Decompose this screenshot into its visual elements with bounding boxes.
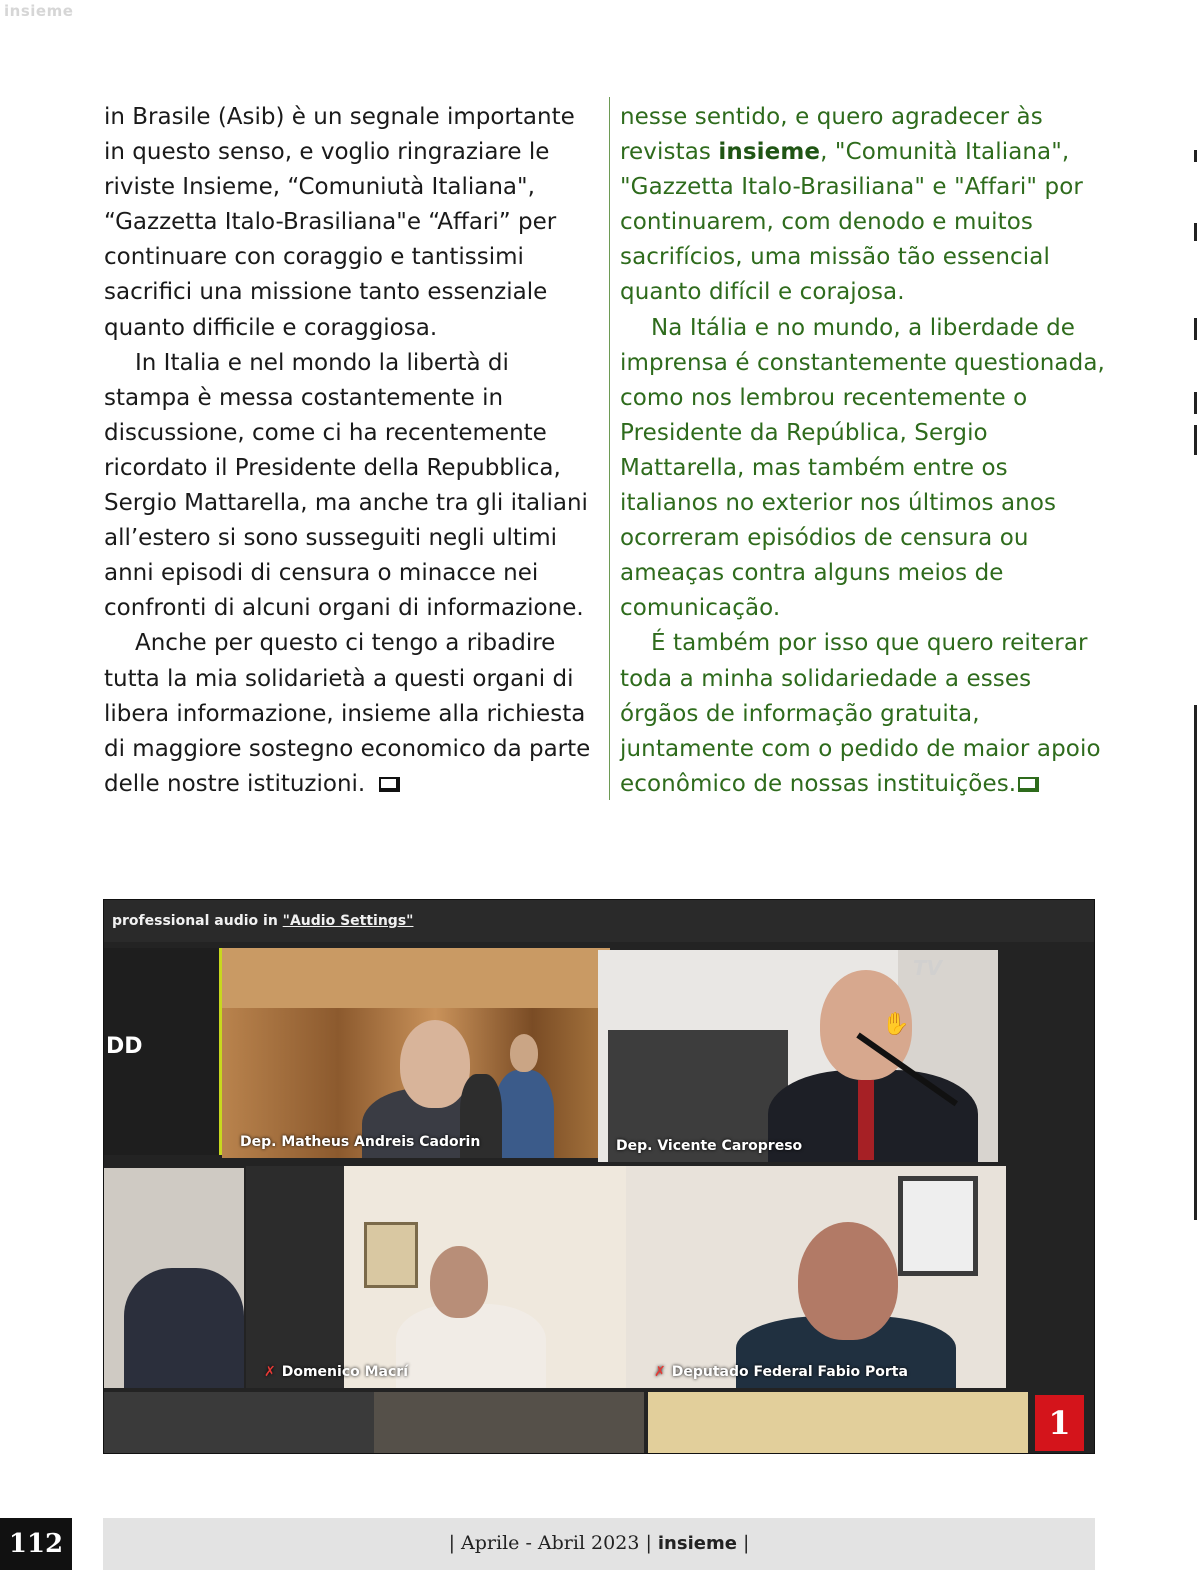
person-head — [798, 1222, 898, 1340]
issue-date: | Aprile - Abril 2023 | — [448, 1532, 658, 1554]
italian-paragraph: in Brasile (Asib) è un segnale importante in questo senso, e voglio ringraziare le riviste Insieme, “Comuniutà Italiana", “Gazzetta Italo-Brasiliana"e “Affari” per continuare con coraggio e tantissimi sacrifici una missione tanto essenziale quanto difficile e coraggiosa. — [104, 104, 575, 341]
participant-name-label — [654, 1364, 908, 1380]
edge-mark — [1194, 223, 1197, 241]
portuguese-text: nesse sentido, e quero agradecer às revistas — [620, 104, 1043, 166]
edge-mark — [1194, 318, 1197, 340]
person-head — [400, 1020, 470, 1108]
person-body — [124, 1268, 244, 1388]
end-of-article-icon — [379, 777, 400, 792]
hand-raise-icon: ✋ — [882, 1012, 910, 1037]
participant-name: Deputado Federal Fabio Porta — [671, 1364, 908, 1380]
italian-paragraph: In Italia e nel mondo la libertà di stampa è messa costantemente in discussione, come ci ha recentemente ricordato il Presidente della Repubblica, Sergio Mattarella, ma anche tra gli italiani all’estero si sono susseguiti negli ultimi anni episodi di censura o minacce nei confronti di alcuni organi di informazione. — [104, 349, 588, 622]
page-number: 112 — [0, 1518, 72, 1570]
muted-mic-icon: ✗ — [264, 1364, 276, 1380]
muted-mic-icon: ✗ — [654, 1364, 666, 1380]
video-tile-partial — [374, 1392, 644, 1454]
issue-footer — [103, 1518, 1095, 1570]
portuguese-article-column — [620, 100, 1110, 802]
video-tile-cadorin — [222, 948, 610, 1158]
portuguese-paragraph — [620, 626, 1110, 801]
video-tile-porta — [626, 1166, 1006, 1388]
zoom-notification-bar — [104, 900, 1094, 942]
tv-watermark: TV — [912, 956, 942, 980]
person-body — [494, 1070, 554, 1158]
person-body — [396, 1304, 546, 1388]
italian-paragraph — [104, 626, 592, 801]
footer-separator: | — [736, 1532, 750, 1554]
wall-frame — [898, 1176, 978, 1276]
participant-name-label: Dep. Matheus Andreis Cadorin — [240, 1134, 481, 1150]
participant-name-label — [264, 1364, 408, 1380]
notification-text: professional audio in — [112, 913, 283, 929]
portuguese-text: É também por isso que quero reiterar toda a minha solidariedade a esses órgãos de informação gratuita, juntamente com o pedido de maior apoio econômico de nossas instituições. — [620, 630, 1101, 797]
video-tile-macri — [246, 1166, 626, 1388]
inline-brand-name: insieme — [718, 139, 821, 166]
video-tile-partial — [104, 1392, 374, 1454]
background-cabinet — [246, 1166, 344, 1388]
italian-article-column — [104, 100, 592, 802]
background-wall — [222, 948, 610, 1008]
tie — [858, 1080, 874, 1160]
footer-brand: insieme — [657, 1533, 737, 1554]
portuguese-text: , "Comunità Italiana", "Gazzetta Italo-Brasiliana" e "Affari" por continuarem, com denodo e muitos sacrifícios, uma missão tão essencial quanto difícil e corajosa. — [620, 139, 1083, 306]
video-tile-caropreso — [598, 950, 998, 1162]
edge-mark — [1194, 425, 1197, 455]
video-tile-partial — [104, 948, 222, 1155]
participant-name-label: Dep. Vicente Caropreso — [616, 1138, 803, 1154]
edge-mark — [1194, 150, 1197, 162]
video-tile-partial — [648, 1392, 1028, 1454]
wall-frame — [364, 1222, 418, 1288]
portuguese-paragraph — [620, 100, 1110, 311]
video-tile-partial — [104, 1168, 244, 1388]
edge-mark — [1194, 392, 1197, 414]
figure-number-badge: 1 — [1035, 1395, 1084, 1451]
person-head — [510, 1034, 538, 1072]
italian-paragraph-text: Anche per questo ci tengo a ribadire tutta la mia solidarietà a questi organi di libera informazione, insieme alla richiesta di maggiore sostegno economico da parte delle nostre istituzioni. — [104, 630, 591, 797]
video-conference-photo — [103, 899, 1095, 1454]
end-of-article-icon — [1018, 777, 1039, 792]
audio-settings-link: "Audio Settings" — [282, 913, 414, 929]
tile-text: DD — [106, 1034, 143, 1059]
participant-name: Domenico Macrí — [281, 1364, 408, 1380]
masthead-logo: insieme — [4, 2, 74, 20]
edge-mark — [1194, 705, 1197, 1220]
column-divider — [609, 97, 610, 800]
person-head — [430, 1246, 488, 1318]
portuguese-paragraph: Na Itália e no mundo, a liberdade de imprensa é constantemente questionada, como nos lembrou recentemente o Presidente da República, Sergio Mattarella, mas também entre os italianos no exterior nos últimos anos ocorreram episódios de censura ou ameaças contra alguns meios de comunicação. — [620, 314, 1105, 622]
